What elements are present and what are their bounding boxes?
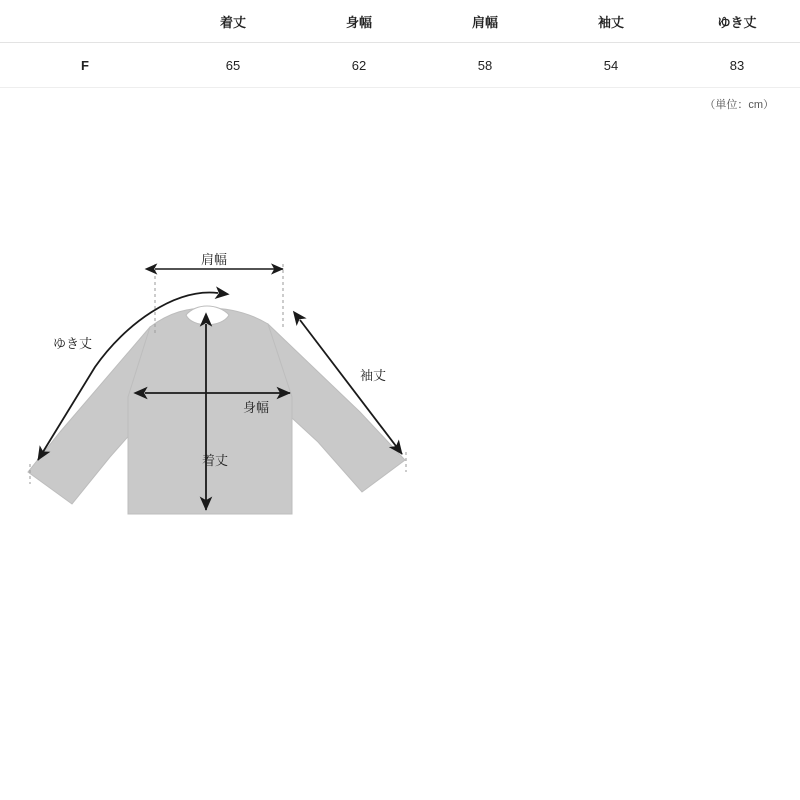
column-header-size xyxy=(0,0,170,43)
table-header-row xyxy=(0,0,800,43)
table-row xyxy=(0,43,800,88)
label-sleeve-length: 袖丈 xyxy=(360,368,387,383)
unit-note: （単位：cm） xyxy=(704,99,774,111)
label-body-length: 着丈 xyxy=(202,453,229,468)
size-table-head xyxy=(0,0,800,43)
garment-illustration xyxy=(0,112,800,792)
label-yuki-length: ゆき丈 xyxy=(53,336,93,351)
size-table-body xyxy=(0,43,800,88)
cell-shoulder: 58 xyxy=(422,43,548,88)
measurement-diagram xyxy=(0,112,800,792)
cell-sleeve: 54 xyxy=(548,43,674,88)
size-table xyxy=(0,0,800,88)
column-header-sleeve: 袖丈 xyxy=(548,0,674,43)
column-header-yuki: ゆき丈 xyxy=(674,0,800,43)
cell-chest: 62 xyxy=(296,43,422,88)
column-header-shoulder: 肩幅 xyxy=(422,0,548,43)
cell-length: 65 xyxy=(170,43,296,88)
column-header-chest: 身幅 xyxy=(296,0,422,43)
label-shoulder-width: 肩幅 xyxy=(201,252,228,267)
label-chest-width: 身幅 xyxy=(243,400,270,415)
cell-yuki: 83 xyxy=(674,43,800,88)
column-header-length: 着丈 xyxy=(170,0,296,43)
cell-size-name: F xyxy=(0,43,170,88)
